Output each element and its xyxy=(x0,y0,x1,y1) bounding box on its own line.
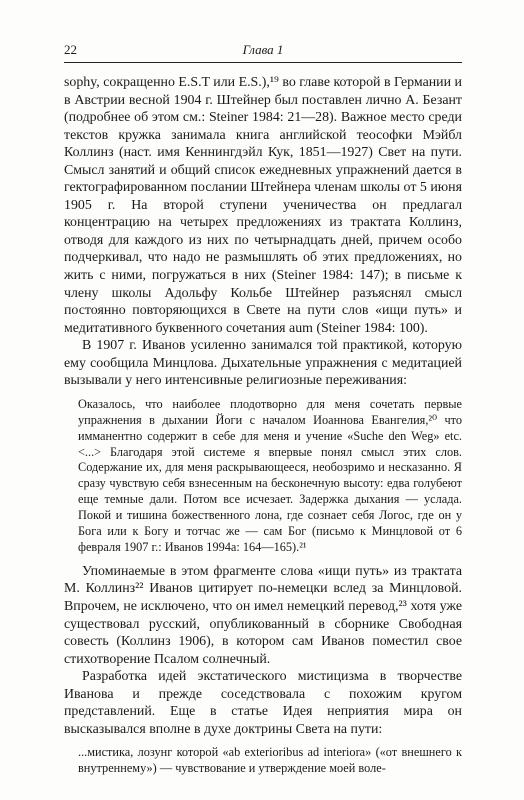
chapter-title: Глава 1 xyxy=(242,42,284,57)
block-quote-2 xyxy=(78,745,462,777)
quote-1-text: Оказалось, что наиболее плодотворно для меня сочетать первые упражнения в дыхании Йоги с началом Иоаннова Евангелия,²⁰ что имманентно содержит в себе для меня и учение «Suche den Weg» etc. <...> Благодаря этой системе я впервые понял смысл этих слов. Содержание их, для меня раскрывающееся, необозримо и несказанно. Я сразу чувствую себя взнесенным на бесконечную высоту: едва голубеют еще темные дали. Потом все исчезает. Задержка дыхания — услада. Покой и тишина божественного лона, где сознает себя Логос, где он у Бога или к Богу и тотчас же — сам Бог (письмо к Минцловой от 6 февраля 1907 г.: Иванов 1994a: 164—165).²¹ xyxy=(78,396,462,554)
paragraph-4: Разработка идей экстатического мистицизма в творчестве Иванова и прежде соседствовала с похожим кругом представлений. Еще в статье Идея неприятия мира он высказывался вполне в духе доктрины Света на пути: xyxy=(64,669,462,737)
page-number: 22 xyxy=(64,42,77,57)
paragraph-2: В 1907 г. Иванов усиленно занимался той практикой, которую ему сообщила Минцлова. Дыхательные упражнения с медитацией вызывали у него интенсивные религиозные переживания: xyxy=(64,338,462,389)
header-rule xyxy=(64,62,462,63)
paragraph-1: sophy, сокращенно E.S.T или E.S.),¹⁹ во главе которой в Германии и в Австрии весной 1904 г. Штейнер был поставлен лично А. Безант (подробнее об этом см.: Steiner 1984: 21—28). Важное место среди текстов кружка занимала книга английской теософки Мэйбл Коллинз (наст. имя Кеннингдэйл Кук, 1851—1927) Свет на пути. Смысл занятий и общий список ежедневных упражнений дается в гектографированном послании Штейнера членам школы от 5 июня 1905 г. На второй ступени ученичества он предлагал концентрацию на четырех предложениях из трактата Коллинз, отводя для каждого из них по четырнадцать дней, причем особо подчеркивал, что надо не размышлять об этих предложениях, но жить с ними, погружаться в них (Steiner 1984: 147); в письме к члену школы Адольфу Кольбе Штейнер разъяснял смысл постоянно повторяющихся в Свете на пути слов «ищи путь» и медитативного буквенного сочетания aum (Steiner 1984: 100). xyxy=(64,75,462,336)
quote-2-text: ...мистика, лозунг которой «ab exterioribus ad interiora» («от внешнего к внутреннему») — чувствование и утверждение моей воле- xyxy=(78,745,462,776)
paragraph-3: Упоминаемые в этом фрагменте слова «ищи путь» из трактата М. Коллинз²² Иванов цитирует по-немецки вслед за Минцловой. Впрочем, не исключено, что он имел немецкий перевод,²³ хотя уже существовал русский, опубликованный в сборнике Свободная совесть (Коллинз 1906), в котором сам Иванов поместил свое стихотворение Псалом солнечный. xyxy=(64,563,462,667)
block-quote-1 xyxy=(78,397,462,556)
main-text xyxy=(64,74,462,777)
